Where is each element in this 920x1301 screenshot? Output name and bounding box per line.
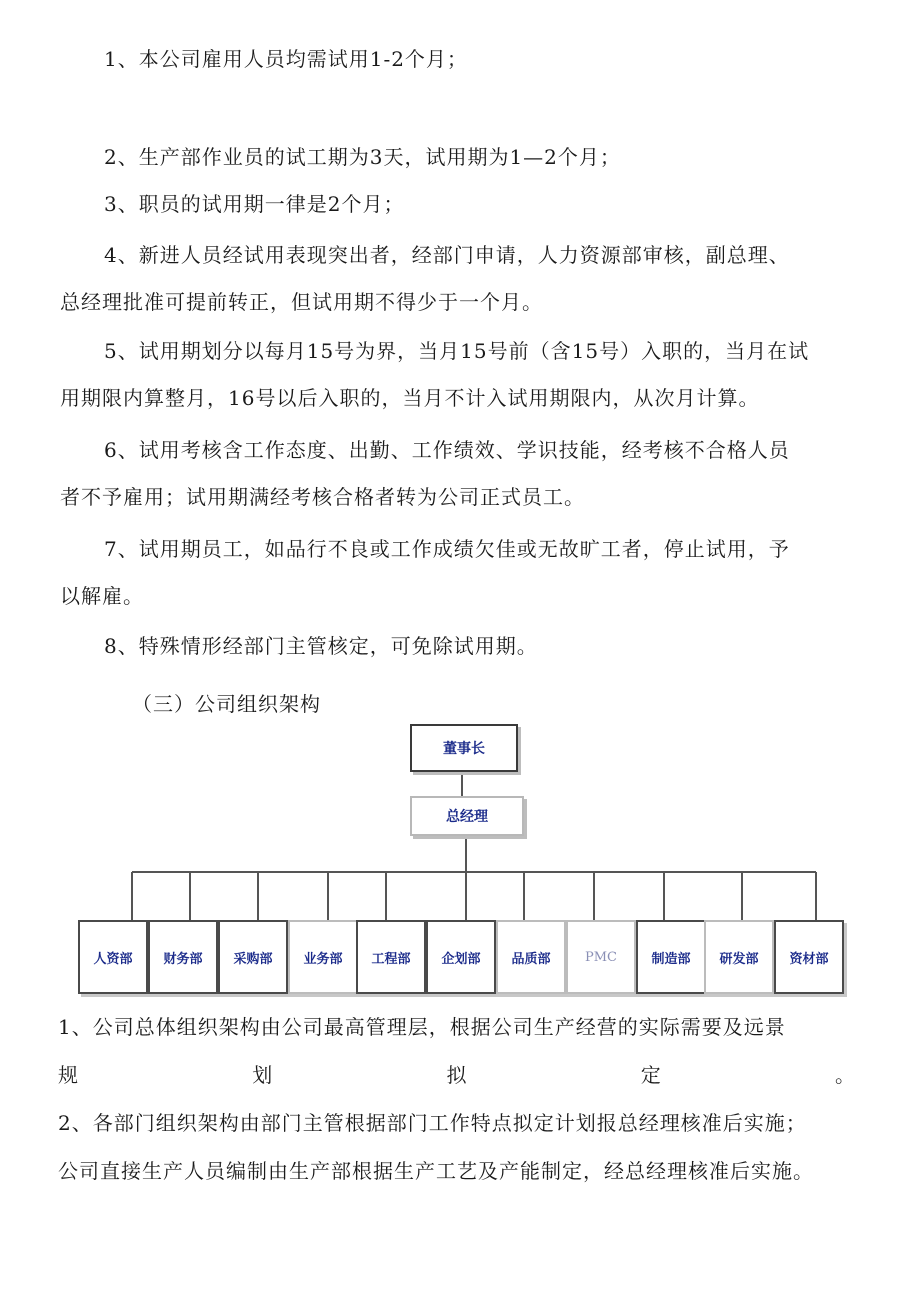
section-title: （三）公司组织架构 bbox=[132, 692, 321, 716]
dept-label: 制造部 bbox=[651, 951, 691, 967]
rule-1: 1、本公司雇用人员均需试用1-2个月； bbox=[104, 47, 468, 71]
dept-purchasing bbox=[218, 920, 288, 994]
dept-hr bbox=[78, 920, 148, 994]
rule-7-line2: 以解雇。 bbox=[60, 584, 144, 608]
rule-2: 2、生产部作业员的试工期为3天，试用期为1—2个月； bbox=[104, 145, 621, 169]
dept-label: 财务部 bbox=[163, 951, 203, 967]
rule-6-line2: 者不予雇用；试用期满经考核合格者转为公司正式员工。 bbox=[60, 485, 585, 509]
note-word: 拟 bbox=[446, 1063, 468, 1087]
rule-3: 3、职员的试用期一律是2个月； bbox=[104, 192, 405, 216]
rule-5-line1: 5、试用期划分以每月15号为界，当月15号前（含15号）入职的，当月在试 bbox=[104, 339, 810, 363]
dept-label: 业务部 bbox=[303, 951, 343, 967]
rule-4-line2: 总经理批准可提前转正，但试用期不得少于一个月。 bbox=[60, 290, 543, 314]
note-2-line2: 公司直接生产人员编制由生产部根据生产工艺及产能制定，经总经理核准后实施。 bbox=[58, 1159, 814, 1183]
dept-label: 企划部 bbox=[441, 951, 481, 967]
note-1-line1: 1、公司总体组织架构由公司最高管理层，根据公司生产经营的实际需要及远景 bbox=[58, 1015, 786, 1039]
chairman-box bbox=[410, 724, 518, 772]
dept-label: 采购部 bbox=[233, 951, 273, 967]
dept-label: 研发部 bbox=[719, 951, 759, 967]
dept-label: 人资部 bbox=[93, 951, 133, 967]
dept-pmc bbox=[566, 920, 636, 994]
dept-engineering bbox=[356, 920, 426, 994]
general-manager-box bbox=[410, 796, 524, 836]
rule-5-line2: 用期限内算整月，16号以后入职的，当月不计入试用期限内，从次月计算。 bbox=[60, 386, 760, 410]
rule-8: 8、特殊情形经部门主管核定，可免除试用期。 bbox=[104, 634, 538, 658]
note-word: 划 bbox=[252, 1063, 274, 1087]
general-manager-label: 总经理 bbox=[446, 809, 488, 825]
note-word: 规 bbox=[58, 1063, 79, 1087]
rule-7-line1: 7、试用期员工，如品行不良或工作成绩欠佳或无故旷工者，停止试用，予 bbox=[104, 537, 790, 561]
dept-rnd bbox=[704, 920, 774, 994]
note-word: 定 bbox=[640, 1063, 662, 1087]
dept-label: PMC bbox=[584, 949, 617, 965]
dept-planning bbox=[426, 920, 496, 994]
chairman-label: 董事长 bbox=[443, 741, 485, 757]
dept-sales bbox=[288, 920, 358, 994]
dept-label: 工程部 bbox=[371, 951, 411, 967]
note-2-line1: 2、各部门组织架构由部门主管根据部门工作特点拟定计划报总经理核准后实施； bbox=[58, 1111, 807, 1135]
note-1-line2 bbox=[58, 1052, 856, 1099]
dept-quality bbox=[496, 920, 566, 994]
rule-6-line1: 6、试用考核含工作态度、出勤、工作绩效、学识技能，经考核不合格人员 bbox=[104, 438, 790, 462]
dept-label: 资材部 bbox=[789, 951, 829, 967]
rule-4-line1: 4、新进人员经试用表现突出者，经部门申请，人力资源部审核，副总理、 bbox=[104, 243, 790, 267]
note-word: 。 bbox=[835, 1063, 856, 1087]
dept-manufacturing bbox=[636, 920, 706, 994]
dept-materials bbox=[774, 920, 844, 994]
dept-finance bbox=[148, 920, 218, 994]
dept-label: 品质部 bbox=[511, 951, 551, 967]
